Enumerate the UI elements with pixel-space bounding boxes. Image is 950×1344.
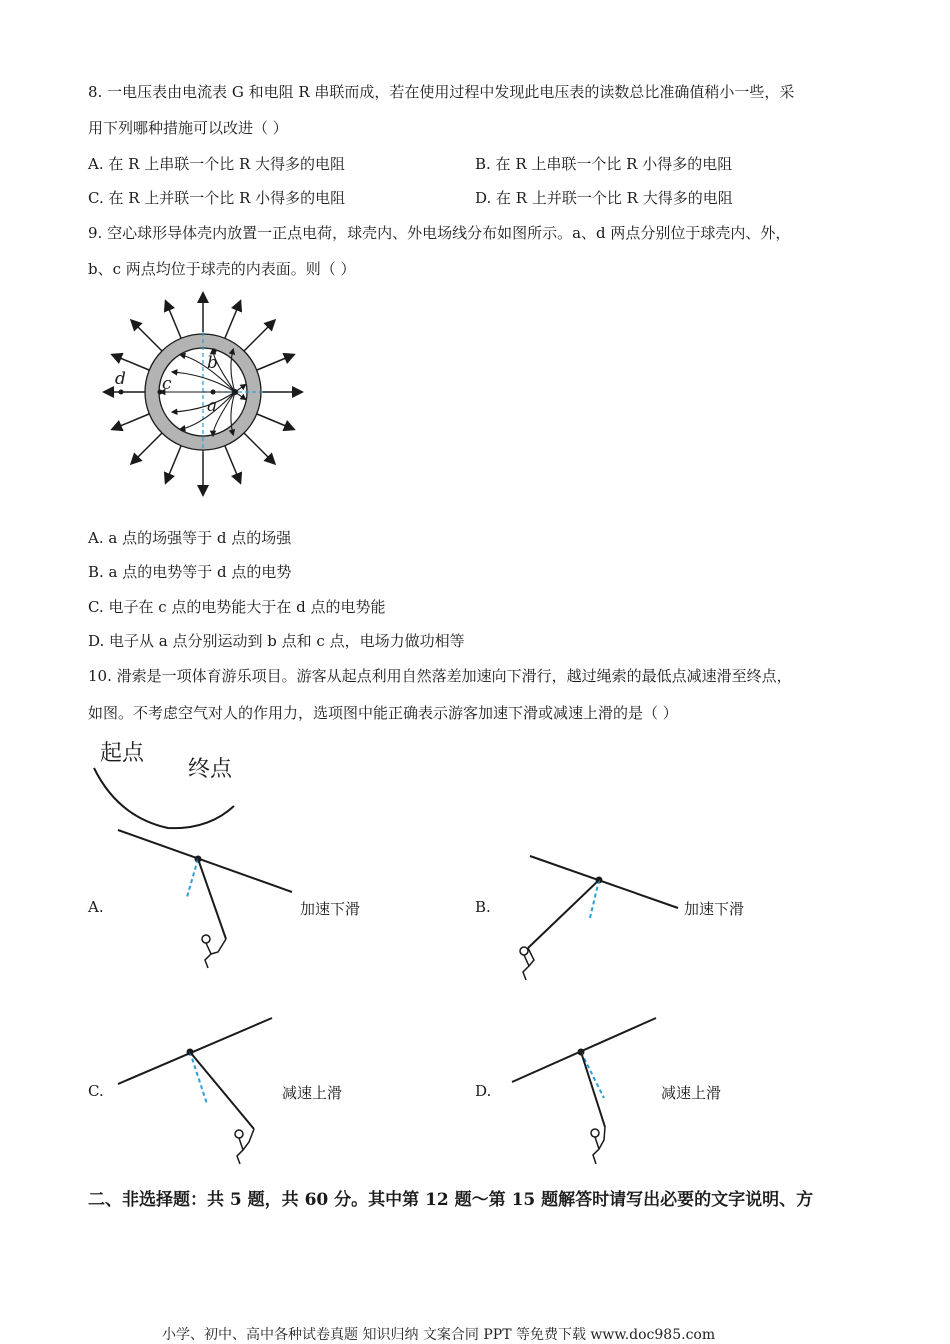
label-c: c [162,374,172,394]
q10-option-a-caption: 加速下滑 [300,900,361,918]
outer-field-lines [105,294,301,494]
q8-option-c: C. 在 R 上并联一个比 R 小得多的电阻 [88,189,346,207]
q10-stem-line1: 10. 滑索是一项体育游乐项目。游客从起点利用自然落差加速向下滑行，越过绳索的最低点减速滑至终点， [88,667,792,685]
section2-heading: 二、非选择题：共 5 题，共 60 分。其中第 12 题～第 15 题解答时请写出必要的文字说明、方 [88,1190,814,1210]
shell-field-figure [103,290,303,500]
option-d-figure [508,1012,668,1172]
label-b: b [207,353,218,373]
person-icon [591,1127,605,1164]
option-a-figure [110,822,300,982]
q8-option-a: A. 在 R 上串联一个比 R 大得多的电阻 [88,155,346,173]
q10-stem-line2: 如图。不考虑空气对人的作用力，选项图中能正确表示游客加速下滑或减速上滑的是（ ） [88,704,678,722]
q8-stem-line2: 用下列哪种措施可以改进（ ） [88,119,288,137]
person-icon [202,935,226,968]
person-icon [520,947,534,980]
q9-option-a: A. a 点的场强等于 d 点的场强 [88,529,292,547]
person-icon [235,1129,254,1164]
q10-option-c-letter: C. [88,1082,104,1100]
q10-option-c-caption: 减速上滑 [282,1084,343,1102]
q8-stem-line1: 8. 一电压表由电流表 G 和电阻 R 串联而成，若在使用过程中发现此电压表的读数总比准确值稍小一些，采 [88,83,795,101]
q8-option-b: B. 在 R 上串联一个比 R 小得多的电阻 [475,155,733,173]
start-label: 起点 [100,741,145,766]
point-charge [232,389,238,395]
label-d: d [115,369,126,389]
q8-option-d: D. 在 R 上并联一个比 R 大得多的电阻 [475,189,733,207]
option-b-figure [520,848,700,988]
q10-option-b-caption: 加速下滑 [684,900,745,918]
q9-stem-line1: 9. 空心球形导体壳内放置一正点电荷，球壳内、外电场线分布如图所示。a、d 两点分别位于球壳内、外， [88,224,791,242]
q10-option-b-letter: B. [475,898,491,916]
label-a: a [207,396,218,416]
q9-stem-line2: b、c 两点均位于球壳的内表面。则（ ） [88,260,356,278]
q9-option-c: C. 电子在 c 点的电势能大于在 d 点的电势能 [88,598,386,616]
q10-option-d-letter: D. [475,1082,492,1100]
option-c-figure [112,1012,292,1172]
q10-option-a-letter: A. [88,898,104,916]
footer-text: 小学、初中、高中各种试卷真题 知识归纳 文案合同 PPT 等免费下载 www.doc985.com [162,1327,716,1343]
q9-option-d: D. 电子从 a 点分别运动到 b 点和 c 点，电场力做功相等 [88,632,465,650]
q9-option-b: B. a 点的电势等于 d 点的电势 [88,563,292,581]
end-label: 终点 [188,757,233,782]
point-a [211,390,216,395]
q10-option-d-caption: 减速上滑 [661,1084,722,1102]
point-d [119,390,124,395]
